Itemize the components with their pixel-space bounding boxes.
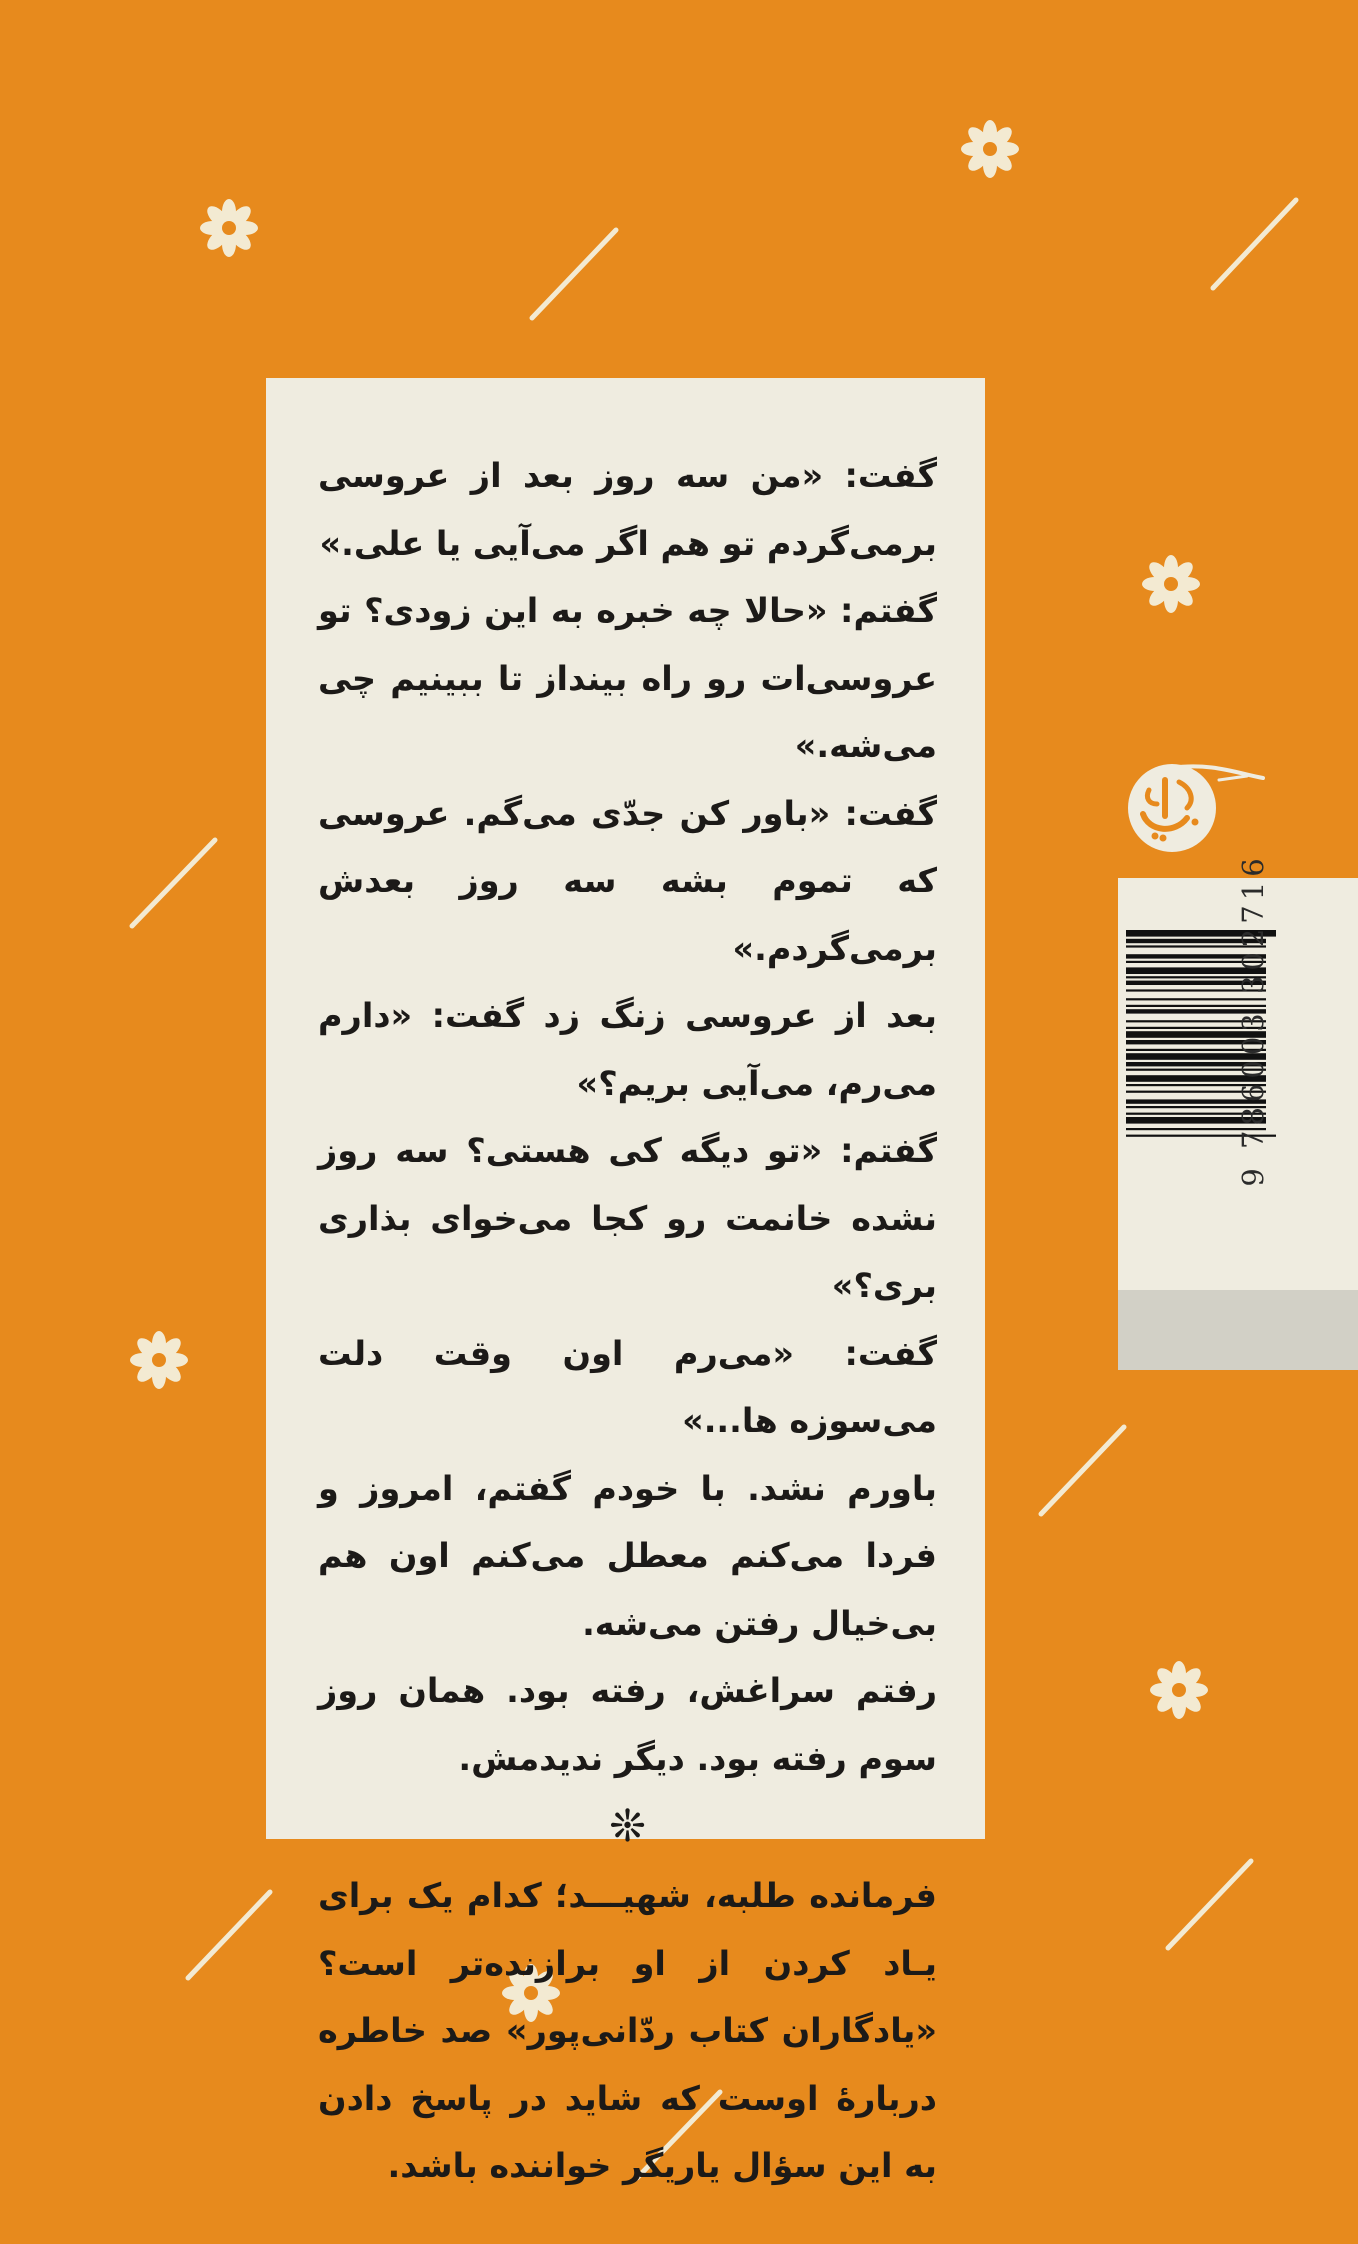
- flower-icon: [200, 199, 258, 257]
- flower-icon: [1142, 555, 1200, 613]
- dialogue-paragraph: گفت: «من سه روز بعد از عروسی برمی‌گردم تو هم اگر می‌آیی یا علی.»: [318, 456, 937, 563]
- diagonal-line-icon: [132, 840, 215, 926]
- dialogue-paragraph: گفتم: «حالا چه خبره به این زودی؟ تو عروسی‌ات رو راه بینداز تا ببینیم چی می‌شه.»: [318, 591, 937, 765]
- dialogue-paragraph: بعد از عروسی زنگ زد گفت: «دارم می‌رم، می‌آیی بریم؟»: [318, 996, 937, 1103]
- dialogue-paragraph: گفت: «می‌رم اون وقت دلت می‌سوزه ها...»: [318, 1333, 937, 1440]
- diagonal-line-icon: [188, 1892, 270, 1978]
- narrative-paragraph: رفتم سراغش، رفته بود. همان روز سوم رفته بود. دیگر ندیدمش.: [318, 1671, 937, 1778]
- flower-icon: [130, 1331, 188, 1389]
- blurb-paragraph: فرمانده طلبه، شهیـــد؛ کدام یک برای یـاد کردن از او برازنده‌تر است؟ «یادگاران کتاب ردّانی‌پور» صد خاطره دربارۀ اوست که شاید در پاسخ دادن به این سؤال یاریگر خواننده باشد.: [318, 1876, 937, 2185]
- back-cover-text-panel: [266, 378, 985, 2185]
- dialogue-paragraph: گفتم: «تو دیگه کی هستی؟ سه روز نشده خانمت رو کجا می‌خوای بذاری بری؟»: [318, 1131, 937, 1305]
- diagonal-line-icon: [1041, 1427, 1124, 1514]
- diagonal-line-icon: [532, 230, 616, 318]
- diagonal-line-icon: [1168, 1861, 1251, 1948]
- dialogue-paragraph: گفت: «باور کن جدّی می‌گم. عروسی که تموم بشه سه روز بعدش برمی‌گردم.»: [318, 793, 937, 968]
- diagonal-line-icon: [1213, 200, 1296, 288]
- narrative-paragraph: باورم نشد. با خودم گفتم، امروز و فردا می‌کنم معطل می‌کنم اون هم بی‌خیال رفتن می‌شه.: [318, 1468, 937, 1643]
- asterism-separator: ❊: [609, 1801, 646, 1852]
- isbn-number: 9 786003 302716: [1236, 853, 1270, 1187]
- barcode-gray-band: [1118, 1290, 1358, 1370]
- flower-icon: [961, 120, 1019, 178]
- flower-icon: [1150, 1661, 1208, 1719]
